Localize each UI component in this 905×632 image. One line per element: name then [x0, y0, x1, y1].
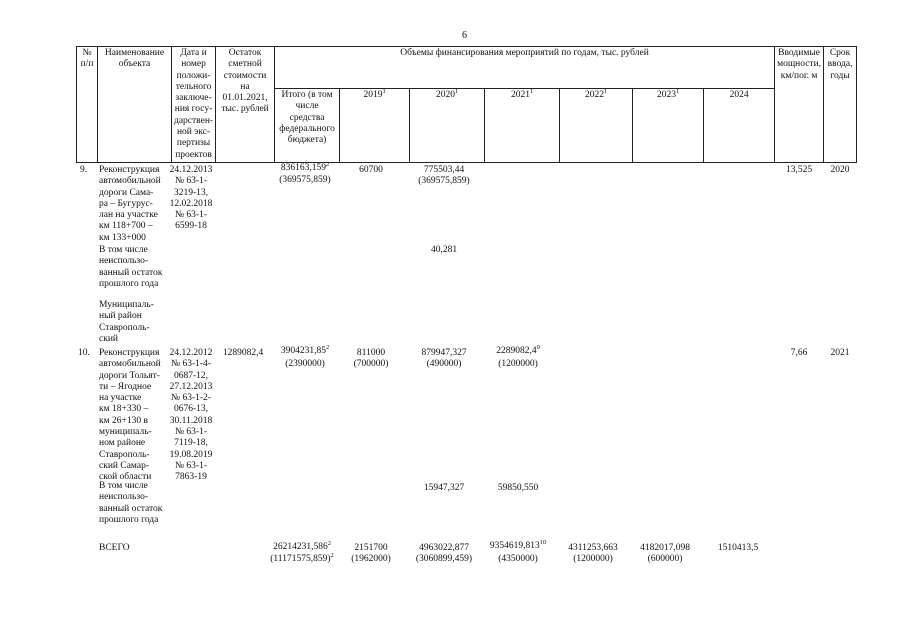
row10-remainder: 1289082,4: [222, 348, 264, 358]
total-2024: 1510413,5: [717, 543, 759, 553]
row10-2019: 811000: [356, 348, 386, 358]
row9-2020: 775503,44: [423, 165, 465, 175]
row10-expertise-date: 24.12.2012 № 63-1-4- 0687-12, 27.12.2013 № 63-1-2- 0676-13, 30.11.2018 № 63-1- 7119-18, 19.08.2019 № 63-1- 7863-19: [169, 348, 213, 483]
row9-expertise-date: 24.12.2013 № 63-1- 3219-13, 12.02.2018 № 63-1- 6599-18: [169, 165, 213, 232]
row10-2020-federal: (490000): [426, 359, 462, 369]
total-2019-federal: (1962000): [351, 554, 391, 564]
row9-subtotal-2020: 40,281: [430, 245, 458, 255]
page-number: 6: [462, 30, 467, 41]
row10-2020: 879947,327: [421, 348, 467, 358]
row10-2019-federal: (700000): [353, 359, 389, 369]
row9-num: 9.: [80, 165, 88, 175]
header-year-2024: 2024: [704, 89, 775, 163]
row10-subtotal-2020: 15947,327: [423, 483, 465, 493]
total-2020-federal: (3060899,459): [415, 554, 473, 564]
header-year-2020: 2020$^1$: [410, 89, 485, 163]
row9-total-federal: (369575,859): [279, 175, 331, 185]
row10-subtotal-label: В том числе неиспользо- ванный остаток прошлого года: [99, 481, 163, 525]
municipal-district-label: Муниципаль- ный район Ставрополь- ский: [99, 300, 154, 344]
header-object-name: Наименование объекта: [98, 47, 172, 163]
row9-2019: 60700: [359, 165, 383, 175]
row10-2021-federal: (1200000): [498, 359, 538, 369]
total-2021: 9354619,813$^{10}$: [489, 538, 547, 551]
total-total-federal: $(11171575,859)^2$: [270, 551, 334, 564]
header-year-2023: 2023$^1$: [633, 89, 704, 163]
total-2022: 4311253,663: [568, 543, 618, 553]
header-year-2022: 2022$^1$: [560, 89, 633, 163]
row10-total: 3904231,85$^2$: [280, 343, 330, 356]
total-label: ВСЕГО: [99, 543, 130, 553]
total-2023-federal: (600000): [647, 554, 683, 564]
financing-table-header: [76, 46, 857, 163]
row9-capacity: 13,525: [785, 165, 813, 175]
row9-total: 836163,159$^2$: [280, 160, 330, 173]
row10-subtotal-2021: 59850,550: [497, 483, 539, 493]
row10-object-name: Реконструкция автомобильной дороги Тольят- ти – Ягодное на участке км 18+330 – км 26+130 в муниципаль- ном районе Ставрополь- ский Самар- ской области: [99, 348, 161, 483]
row10-num: 10.: [78, 348, 90, 358]
header-financing-group: Объемы финансирования мероприятий по годам, тыс. рублей: [275, 47, 775, 89]
row10-term: 2021: [830, 348, 850, 358]
header-total: Итого (в том числе средства федерального бюджета): [275, 89, 340, 163]
row9-2020-federal: (369575,859): [418, 176, 470, 186]
header-term: Срок ввода, годы: [824, 47, 857, 163]
row10-2021: 2289082,4$^9$: [496, 343, 540, 356]
header-year-2019: 2019$^1$: [340, 89, 410, 163]
row9-term: 2020: [830, 165, 850, 175]
total-2022-federal: (1200000): [573, 554, 613, 564]
row9-subtotal-label: В том числе неиспользо- ванный остаток прошлого года: [99, 245, 163, 289]
total-2019: 2151700: [354, 543, 388, 553]
header-year-2021: 2021$^1$: [485, 89, 560, 163]
total-2021-federal: (4350000): [498, 554, 538, 564]
header-expertise-date: Дата и номер положи- тельного заключе- ния госу- дарствен- ной экс- пертизы проектов: [172, 47, 216, 163]
row10-capacity: 7,66: [790, 348, 808, 358]
row9-object-name: Реконструкция автомобильной дороги Сама- ра – Бугурус- лан на участке км 118+700 – км 133+000: [99, 165, 161, 243]
total-2023: 4182017,098: [640, 543, 690, 553]
header-remainder: Остаток сметной стоимости на 01.01.2021, тыс. рублей: [216, 47, 275, 163]
row10-total-federal: (2390000): [285, 359, 325, 369]
total-2020: 4963022,877: [419, 543, 469, 553]
total-total: 26214231,586$^2$: [273, 539, 331, 552]
header-num: № п/п: [77, 47, 98, 163]
header-capacity: Вводимые мощности, км/пог. м: [775, 47, 824, 163]
